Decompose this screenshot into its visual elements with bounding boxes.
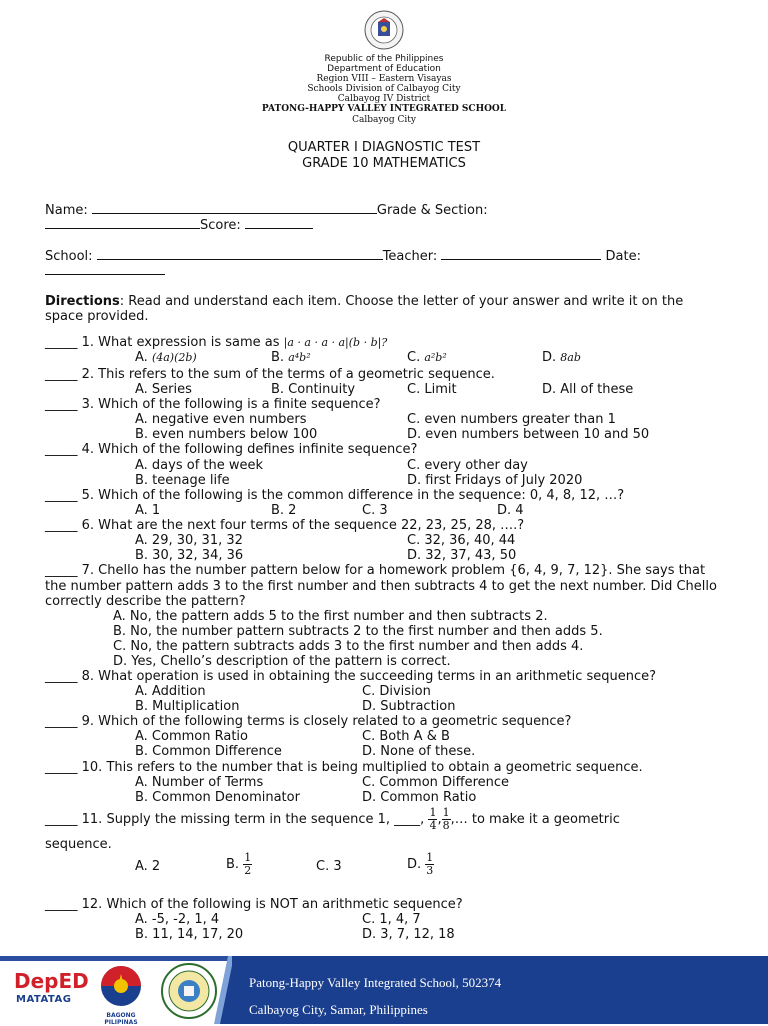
q4-option-a: A. days of the week xyxy=(135,458,264,473)
q2-option-d: D. All of these xyxy=(542,382,634,397)
q2-stem: 2. This refers to the sum of the terms of a geometric sequence. xyxy=(77,367,495,382)
q7-line-2: the number pattern adds 3 to the first number and then subtracts 4 to get the next number. Did Chello xyxy=(45,579,717,594)
question-9 xyxy=(45,714,571,729)
q12-option-a: A. -5, -2, 1, 4 xyxy=(135,912,220,927)
teacher-field[interactable] xyxy=(441,248,601,260)
q6-option-a: A. 29, 30, 31, 32 xyxy=(135,533,243,548)
q11-tail: ,… to make it a geometric xyxy=(450,812,620,827)
q7-option-a: A. No, the pattern adds 5 to the first number and then subtracts 2. xyxy=(113,609,548,624)
directions-label: Directions xyxy=(45,294,120,309)
answer-blank[interactable]: _____ xyxy=(45,488,78,503)
q9-stem: 9. Which of the following terms is closely related to a geometric sequence? xyxy=(77,714,572,729)
answer-blank[interactable]: _____ xyxy=(45,812,78,827)
directions-text-2: space provided. xyxy=(45,309,149,324)
date-field[interactable] xyxy=(45,263,165,275)
q1-option-c: C. a²b² xyxy=(407,350,447,365)
q10-option-a: A. Number of Terms xyxy=(135,775,264,790)
answer-blank[interactable]: _____ xyxy=(45,669,78,684)
date-row xyxy=(45,263,165,279)
answer-blank[interactable]: _____ xyxy=(45,563,78,578)
q9-option-a: A. Common Ratio xyxy=(135,729,248,744)
school-label: School: xyxy=(45,249,93,264)
header-department: Department of Education xyxy=(327,64,441,74)
q12-option-d: D. 3, 7, 12, 18 xyxy=(362,927,455,942)
q5-option-a: A. 1 xyxy=(135,503,161,518)
q11-option-c: C. 3 xyxy=(316,859,342,874)
q10-stem: 10. This refers to the number that is being multiplied to obtain a geometric sequence. xyxy=(77,760,643,775)
q8-option-b: B. Multiplication xyxy=(135,699,240,714)
q4-stem: 4. Which of the following defines infinite sequence? xyxy=(77,442,418,457)
teacher-label: Teacher: xyxy=(382,249,438,264)
q8-stem: 8. What operation is used in obtaining the succeeding terms in an arithmetic sequence? xyxy=(77,669,657,684)
answer-blank[interactable]: _____ xyxy=(45,442,78,457)
q9-option-d: D. None of these. xyxy=(362,744,476,759)
question-7 xyxy=(45,563,705,578)
grade-label: Grade & Section: xyxy=(376,203,488,218)
q6-option-b: B. 30, 32, 34, 36 xyxy=(135,548,244,563)
q7-line-3: correctly describe the pattern? xyxy=(45,594,246,609)
answer-blank[interactable]: _____ xyxy=(45,897,78,912)
q7-line-1: 7. Chello has the number pattern below for a homework problem {6, 4, 9, 7, 12}. She says that xyxy=(77,563,706,578)
header-republic: Republic of the Philippines xyxy=(324,54,444,64)
header-division: Schools Division of Calbayog City xyxy=(307,84,461,94)
q11-fraction-1: $\frac{1}{4}$ xyxy=(429,806,437,832)
name-label: Name: xyxy=(45,203,88,218)
q5-option-c: C. 3 xyxy=(362,503,388,518)
test-title: QUARTER I DIAGNOSTIC TEST xyxy=(287,140,481,155)
test-subtitle: GRADE 10 MATHEMATICS xyxy=(302,156,466,171)
q1-expr: |a · a · a · a|(b · b|? xyxy=(283,336,388,349)
q1-option-d: D. 8ab xyxy=(542,350,581,365)
answer-blank[interactable]: _____ xyxy=(45,397,78,412)
q3-stem: 3. Which of the following is a finite sequence? xyxy=(77,397,381,412)
q3-option-b: B. even numbers below 100 xyxy=(135,427,318,442)
q7-option-d: D. Yes, Chello’s description of the pattern is correct. xyxy=(113,654,451,669)
question-8 xyxy=(45,669,656,684)
q11-stem: 11. Supply the missing term in the sequence 1, ____, xyxy=(77,812,429,827)
q11-fraction-2: $\frac{1}{8}$ xyxy=(442,806,450,832)
q6-option-c: C. 32, 36, 40, 44 xyxy=(407,533,516,548)
question-1 xyxy=(45,335,387,350)
q9-option-c: C. Both A & B xyxy=(362,729,450,744)
answer-blank[interactable]: _____ xyxy=(45,760,78,775)
question-6 xyxy=(45,518,524,533)
question-3 xyxy=(45,397,381,412)
school-row xyxy=(45,248,641,264)
answer-blank[interactable]: _____ xyxy=(45,518,78,533)
directions xyxy=(45,294,683,309)
question-11: _____ 11. Supply the missing term in the sequence 1, ____, $\frac{1}{4}$ , $\frac{1}{8}$ ,… to make it a geometric xyxy=(45,806,620,832)
q12-option-b: B. 11, 14, 17, 20 xyxy=(135,927,244,942)
question-4 xyxy=(45,442,417,457)
q6-stem: 6. What are the next four terms of the sequence 22, 23, 25, 28, ….? xyxy=(77,518,525,533)
header-city: Calbayog City xyxy=(352,115,416,125)
header-district: Calbayog IV District xyxy=(337,94,431,104)
school-field[interactable] xyxy=(97,248,383,260)
q12-stem: 12. Which of the following is NOT an arithmetic sequence? xyxy=(77,897,463,912)
q3-option-a: A. negative even numbers xyxy=(135,412,307,427)
footer-city: Calbayog City, Samar, Philippines xyxy=(249,1002,428,1017)
q6-option-d: D. 32, 37, 43, 50 xyxy=(407,548,517,563)
q10-option-c: C. Common Difference xyxy=(362,775,510,790)
header-school: PATONG-HAPPY VALLEY INTEGRATED SCHOOL xyxy=(261,104,507,114)
q5-stem: 5. Which of the following is the common difference in the sequence: 0, 4, 8, 12, …? xyxy=(77,488,625,503)
question-12 xyxy=(45,897,463,912)
name-row xyxy=(45,202,488,218)
q3-option-c: C. even numbers greater than 1 xyxy=(407,412,616,427)
question-2 xyxy=(45,367,495,382)
q8-option-a: A. Addition xyxy=(135,684,206,699)
q8-option-d: D. Subtraction xyxy=(362,699,456,714)
q11-option-a: A. 2 xyxy=(135,859,161,874)
q7-option-b: B. No, the number pattern subtracts 2 to the first number and then adds 5. xyxy=(113,624,603,639)
score-row xyxy=(45,217,313,233)
q4-option-c: C. every other day xyxy=(407,458,528,473)
deped-seal xyxy=(364,10,404,50)
q3-option-d: D. even numbers between 10 and 50 xyxy=(407,427,650,442)
score-field[interactable] xyxy=(245,217,313,229)
q7-option-c: C. No, the pattern subtracts adds 3 to the first number and then adds 4. xyxy=(113,639,584,654)
q4-option-b: B. teenage life xyxy=(135,473,230,488)
school-seal xyxy=(160,962,218,1024)
question-10 xyxy=(45,760,643,775)
footer-school-address: Patong-Happy Valley Integrated School, 502374 xyxy=(249,975,502,990)
q10-option-d: D. Common Ratio xyxy=(362,790,477,805)
deped-logo: DepED xyxy=(14,969,89,993)
bagong-pilipinas-text: BAGONG PILIPINAS xyxy=(104,1012,138,1026)
q10-option-b: B. Common Denominator xyxy=(135,790,300,805)
header-region: Region VIII – Eastern Visayas xyxy=(316,74,452,84)
answer-blank[interactable]: _____ xyxy=(45,367,78,382)
q4-option-d: D. first Fridays of July 2020 xyxy=(407,473,583,488)
score-label: Score: xyxy=(200,218,241,233)
answer-blank[interactable]: _____ xyxy=(45,335,78,350)
q9-option-b: B. Common Difference xyxy=(135,744,282,759)
bagong-pilipinas-logo xyxy=(90,964,152,1026)
q11-option-d: D. $\frac{1}{3}$ xyxy=(407,851,434,877)
footer xyxy=(0,956,768,1024)
answer-blank[interactable]: _____ xyxy=(45,714,78,729)
q2-option-a: A. Series xyxy=(135,382,192,397)
q1-option-b: B. a⁴b² xyxy=(271,350,311,365)
q2-option-c: C. Limit xyxy=(407,382,457,397)
q12-option-c: C. 1, 4, 7 xyxy=(362,912,421,927)
grade-field[interactable] xyxy=(45,217,200,229)
question-5 xyxy=(45,488,624,503)
date-label: Date: xyxy=(605,249,641,264)
q11-line-2: sequence. xyxy=(45,837,112,852)
q5-option-b: B. 2 xyxy=(271,503,297,518)
q1-option-a: A. (4a)(2b) xyxy=(135,350,197,365)
q2-option-b: B. Continuity xyxy=(271,382,356,397)
q1-stem: 1. What expression is same as xyxy=(77,335,284,350)
q11-option-b: B. $\frac{1}{2}$ xyxy=(226,851,252,877)
directions-text: : Read and understand each item. Choose the letter of your answer and write it on the xyxy=(119,294,684,309)
matatag-logo: MATATAG xyxy=(16,994,72,1005)
name-field[interactable] xyxy=(92,202,377,214)
q5-option-d: D. 4 xyxy=(497,503,524,518)
q8-option-c: C. Division xyxy=(362,684,431,699)
